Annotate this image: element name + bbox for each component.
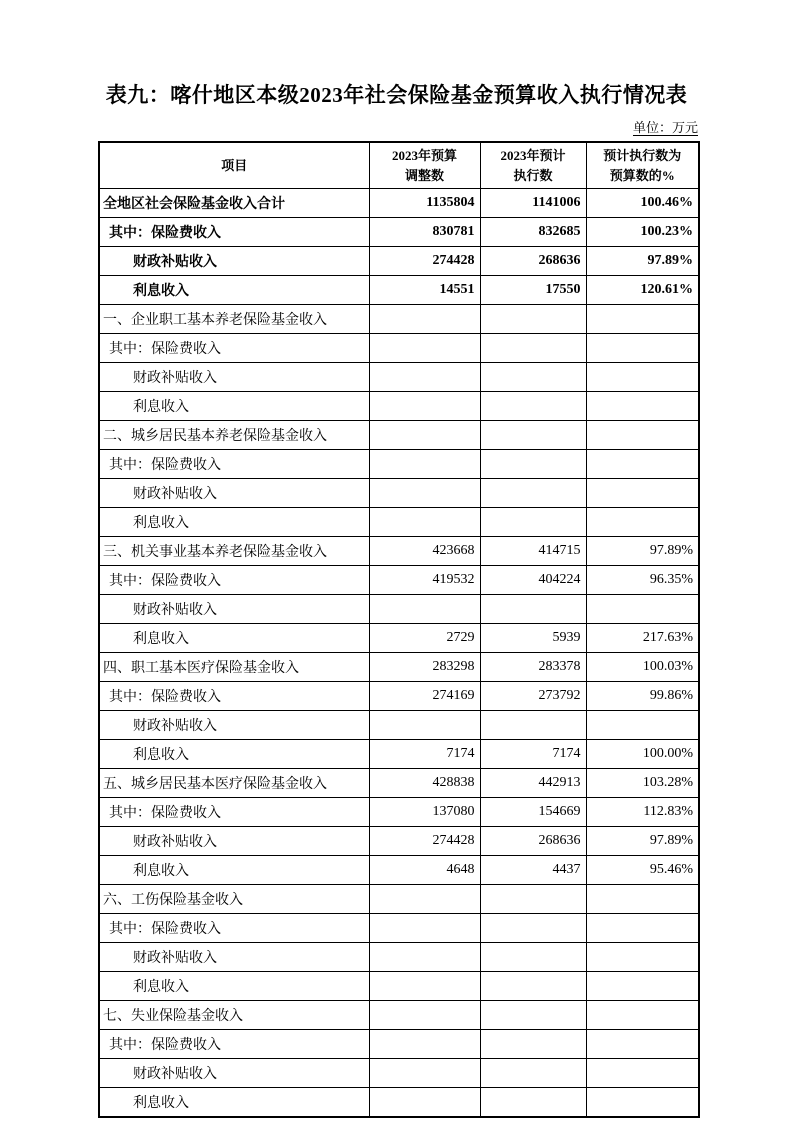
exec-cell xyxy=(480,711,586,740)
budget-cell xyxy=(369,508,480,537)
budget-cell xyxy=(369,1088,480,1118)
table-row xyxy=(99,711,699,740)
budget-cell xyxy=(369,334,480,363)
table-row xyxy=(99,1088,699,1118)
table-row xyxy=(99,595,699,624)
row-label-cell: 三、机关事业基本养老保险基金收入 xyxy=(99,537,369,566)
pct-cell xyxy=(586,711,699,740)
row-label-cell: 利息收入 xyxy=(99,856,369,885)
pct-cell xyxy=(586,305,699,334)
budget-cell: 283298 xyxy=(369,653,480,682)
table-body xyxy=(99,189,699,1118)
row-label-cell: 二、城乡居民基本养老保险基金收入 xyxy=(99,421,369,450)
budget-cell xyxy=(369,1030,480,1059)
table-header-row xyxy=(99,142,699,189)
exec-cell: 283378 xyxy=(480,653,586,682)
row-label-cell: 六、工伤保险基金收入 xyxy=(99,885,369,914)
pct-cell xyxy=(586,914,699,943)
pct-cell: 97.89% xyxy=(586,247,699,276)
budget-cell xyxy=(369,305,480,334)
pct-cell: 120.61% xyxy=(586,276,699,305)
budget-cell xyxy=(369,363,480,392)
row-label-cell: 其中：保险费收入 xyxy=(99,450,369,479)
exec-cell xyxy=(480,943,586,972)
row-label-cell: 其中：保险费收入 xyxy=(99,914,369,943)
exec-cell xyxy=(480,595,586,624)
budget-cell: 274428 xyxy=(369,827,480,856)
col-header-item xyxy=(99,142,369,189)
row-label-cell: 全地区社会保险基金收入合计 xyxy=(99,189,369,218)
row-label-cell: 其中：保险费收入 xyxy=(99,682,369,711)
budget-cell: 137080 xyxy=(369,798,480,827)
table-row xyxy=(99,856,699,885)
budget-cell: 274428 xyxy=(369,247,480,276)
table-row xyxy=(99,537,699,566)
table-row xyxy=(99,305,699,334)
exec-cell xyxy=(480,1001,586,1030)
pct-cell: 103.28% xyxy=(586,769,699,798)
exec-cell: 1141006 xyxy=(480,189,586,218)
table-row xyxy=(99,1030,699,1059)
row-label-cell: 利息收入 xyxy=(99,624,369,653)
pct-cell xyxy=(586,421,699,450)
exec-cell xyxy=(480,479,586,508)
row-label-cell: 七、失业保险基金收入 xyxy=(99,1001,369,1030)
row-label-cell: 五、城乡居民基本医疗保险基金收入 xyxy=(99,769,369,798)
pct-cell xyxy=(586,450,699,479)
col-header-exec-line1: 2023年预计 xyxy=(500,148,566,163)
table-row xyxy=(99,189,699,218)
pct-cell: 100.23% xyxy=(586,218,699,247)
pct-cell xyxy=(586,1059,699,1088)
pct-cell xyxy=(586,1030,699,1059)
pct-cell xyxy=(586,1088,699,1118)
pct-cell xyxy=(586,885,699,914)
exec-cell xyxy=(480,363,586,392)
col-header-budget xyxy=(369,142,480,189)
budget-cell: 830781 xyxy=(369,218,480,247)
budget-cell: 1135804 xyxy=(369,189,480,218)
budget-cell: 428838 xyxy=(369,769,480,798)
row-label-cell: 利息收入 xyxy=(99,508,369,537)
exec-cell: 414715 xyxy=(480,537,586,566)
budget-cell xyxy=(369,914,480,943)
exec-cell: 832685 xyxy=(480,218,586,247)
budget-cell xyxy=(369,711,480,740)
row-label-cell: 利息收入 xyxy=(99,740,369,769)
col-header-pct-line2: 预算数的% xyxy=(609,167,675,183)
pct-cell xyxy=(586,595,699,624)
table-row xyxy=(99,653,699,682)
pct-cell: 112.83% xyxy=(586,798,699,827)
budget-cell xyxy=(369,595,480,624)
budget-cell xyxy=(369,421,480,450)
col-header-budget-line2: 调整数 xyxy=(404,167,444,183)
page-title: 表九：喀什地区本级2023年社会保险基金预算收入执行情况表 xyxy=(105,83,688,107)
table-row xyxy=(99,363,699,392)
exec-cell xyxy=(480,914,586,943)
unit-label-row xyxy=(98,117,698,136)
exec-cell: 273792 xyxy=(480,682,586,711)
exec-cell xyxy=(480,1088,586,1118)
exec-cell: 17550 xyxy=(480,276,586,305)
budget-cell xyxy=(369,943,480,972)
row-label-cell: 其中：保险费收入 xyxy=(99,334,369,363)
row-label-cell: 利息收入 xyxy=(99,1088,369,1118)
budget-cell: 14551 xyxy=(369,276,480,305)
row-label-cell: 其中：保险费收入 xyxy=(99,566,369,595)
table-row xyxy=(99,334,699,363)
exec-cell: 404224 xyxy=(480,566,586,595)
table-row xyxy=(99,769,699,798)
pct-cell xyxy=(586,972,699,1001)
exec-cell xyxy=(480,972,586,1001)
budget-cell: 419532 xyxy=(369,566,480,595)
pct-cell: 99.86% xyxy=(586,682,699,711)
col-header-budget-line1: 2023年预算 xyxy=(391,148,457,163)
table-row xyxy=(99,972,699,1001)
row-label-cell: 财政补贴收入 xyxy=(99,711,369,740)
row-label-cell: 一、企业职工基本养老保险基金收入 xyxy=(99,305,369,334)
col-header-pct xyxy=(586,142,699,189)
pct-cell: 97.89% xyxy=(586,827,699,856)
exec-cell xyxy=(480,1059,586,1088)
table-row xyxy=(99,479,699,508)
col-header-exec xyxy=(480,142,586,189)
budget-cell xyxy=(369,885,480,914)
pct-cell xyxy=(586,334,699,363)
table-row xyxy=(99,914,699,943)
pct-cell: 100.46% xyxy=(586,189,699,218)
table-row xyxy=(99,1001,699,1030)
row-label-cell: 其中：保险费收入 xyxy=(99,1030,369,1059)
exec-cell: 154669 xyxy=(480,798,586,827)
pct-cell: 217.63% xyxy=(586,624,699,653)
budget-cell xyxy=(369,479,480,508)
budget-cell: 2729 xyxy=(369,624,480,653)
row-label-cell: 财政补贴收入 xyxy=(99,479,369,508)
table-row xyxy=(99,247,699,276)
pct-cell: 97.89% xyxy=(586,537,699,566)
exec-cell xyxy=(480,305,586,334)
table-row xyxy=(99,682,699,711)
pct-cell xyxy=(586,943,699,972)
row-label-cell: 财政补贴收入 xyxy=(99,943,369,972)
budget-table xyxy=(98,141,700,1118)
row-label-cell: 利息收入 xyxy=(99,276,369,305)
budget-cell: 423668 xyxy=(369,537,480,566)
budget-cell: 7174 xyxy=(369,740,480,769)
table-row xyxy=(99,885,699,914)
exec-cell: 268636 xyxy=(480,247,586,276)
col-header-item-line1: 项目 xyxy=(221,157,248,173)
table-row xyxy=(99,566,699,595)
row-label-cell: 利息收入 xyxy=(99,972,369,1001)
budget-cell xyxy=(369,450,480,479)
pct-cell: 100.00% xyxy=(586,740,699,769)
row-label-cell: 财政补贴收入 xyxy=(99,247,369,276)
pct-cell xyxy=(586,392,699,421)
row-label-cell: 四、职工基本医疗保险基金收入 xyxy=(99,653,369,682)
budget-cell: 274169 xyxy=(369,682,480,711)
exec-cell xyxy=(480,1030,586,1059)
budget-cell xyxy=(369,392,480,421)
unit-label: 单位：万元 xyxy=(632,120,698,135)
table-row xyxy=(99,740,699,769)
table-row xyxy=(99,943,699,972)
table-row xyxy=(99,392,699,421)
col-header-exec-line2: 执行数 xyxy=(513,167,553,183)
pct-cell: 96.35% xyxy=(586,566,699,595)
pct-cell xyxy=(586,363,699,392)
exec-cell xyxy=(480,885,586,914)
budget-cell xyxy=(369,1059,480,1088)
budget-cell: 4648 xyxy=(369,856,480,885)
exec-cell: 268636 xyxy=(480,827,586,856)
pct-cell xyxy=(586,479,699,508)
exec-cell: 7174 xyxy=(480,740,586,769)
row-label-cell: 利息收入 xyxy=(99,392,369,421)
pct-cell xyxy=(586,1001,699,1030)
row-label-cell: 其中：保险费收入 xyxy=(99,218,369,247)
row-label-cell: 财政补贴收入 xyxy=(99,827,369,856)
pct-cell: 95.46% xyxy=(586,856,699,885)
pct-cell: 100.03% xyxy=(586,653,699,682)
exec-cell: 4437 xyxy=(480,856,586,885)
table-row xyxy=(99,1059,699,1088)
table-row xyxy=(99,276,699,305)
table-row xyxy=(99,798,699,827)
table-row xyxy=(99,508,699,537)
pct-cell xyxy=(586,508,699,537)
table-row xyxy=(99,450,699,479)
exec-cell xyxy=(480,450,586,479)
row-label-cell: 财政补贴收入 xyxy=(99,1059,369,1088)
table-row xyxy=(99,624,699,653)
exec-cell xyxy=(480,508,586,537)
row-label-cell: 财政补贴收入 xyxy=(99,363,369,392)
exec-cell xyxy=(480,334,586,363)
exec-cell: 442913 xyxy=(480,769,586,798)
table-row xyxy=(99,218,699,247)
exec-cell xyxy=(480,392,586,421)
table-row xyxy=(99,827,699,856)
exec-cell: 5939 xyxy=(480,624,586,653)
budget-cell xyxy=(369,972,480,1001)
budget-cell xyxy=(369,1001,480,1030)
row-label-cell: 财政补贴收入 xyxy=(99,595,369,624)
exec-cell xyxy=(480,421,586,450)
row-label-cell: 其中：保险费收入 xyxy=(99,798,369,827)
col-header-pct-line1: 预计执行数为 xyxy=(603,148,682,163)
table-row xyxy=(99,421,699,450)
